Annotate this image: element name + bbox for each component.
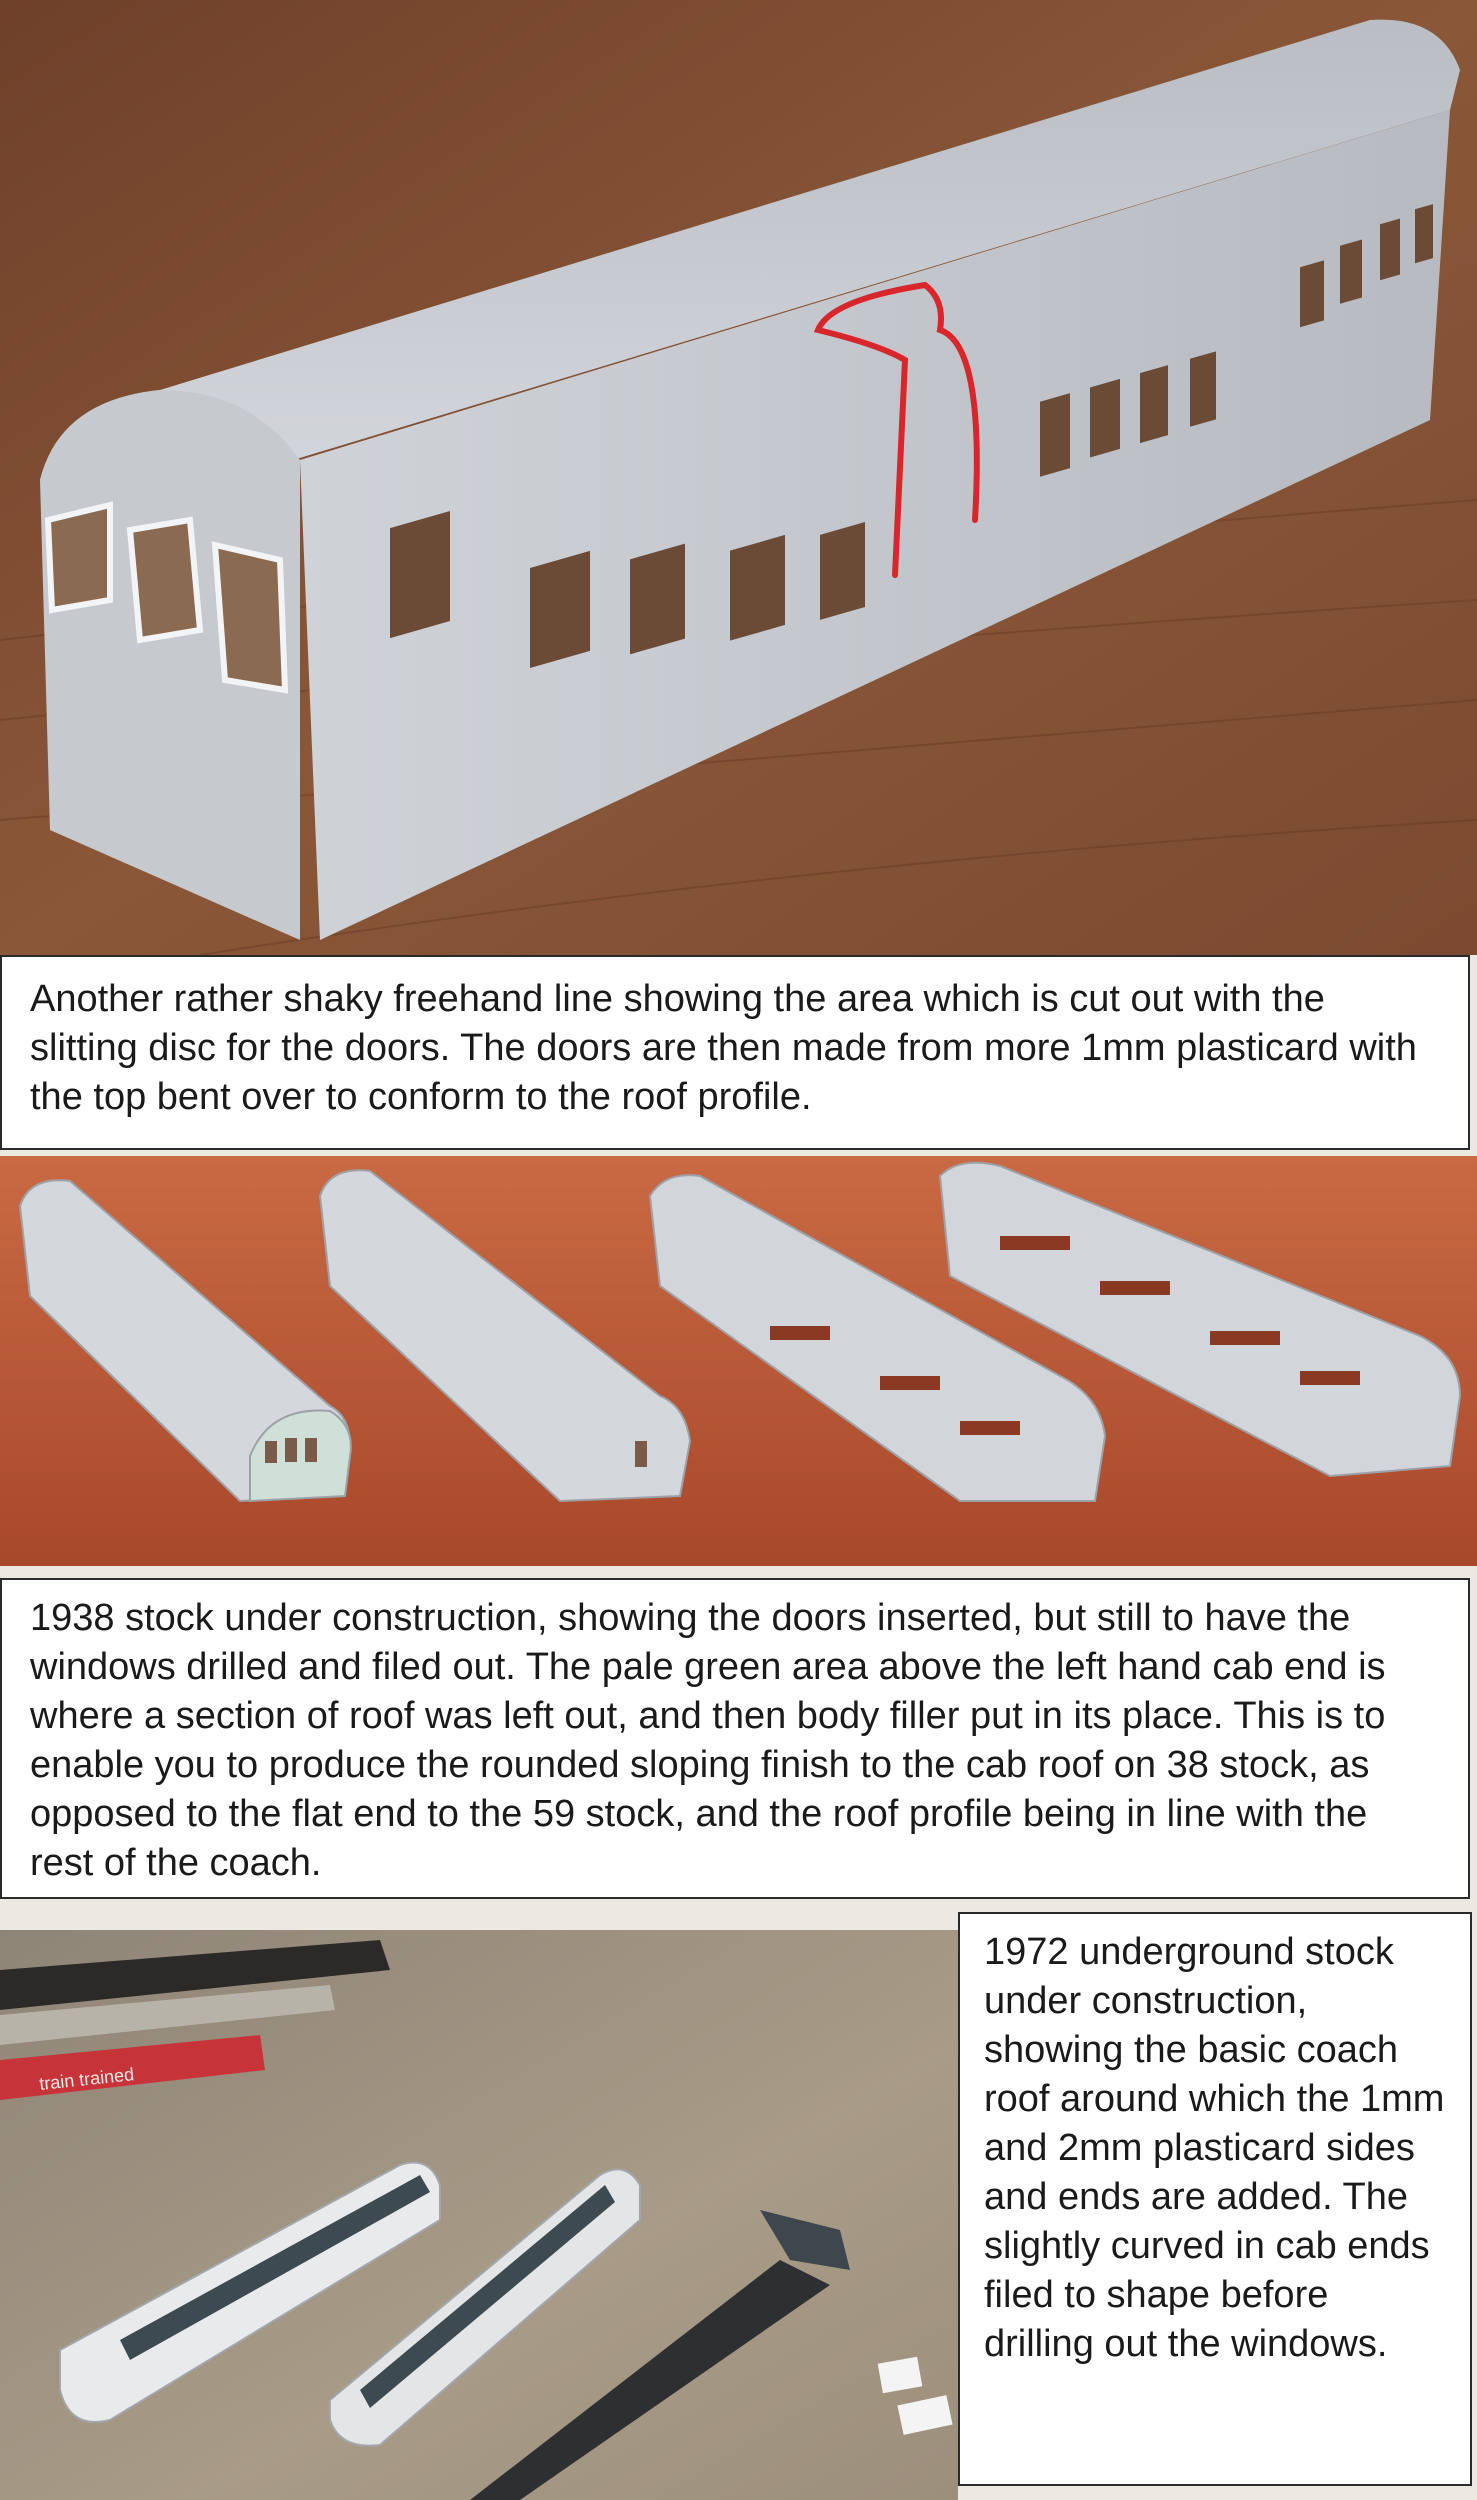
caption-doors-cut: Another rather shaky freehand line showing the area which is cut out with the slitting disc for the doors. The doors are then made from more 1mm plasticard with the top bent over to conform to the roof profile. — [0, 955, 1470, 1150]
caption-1972-stock: 1972 underground stock under construction, showing the basic coach roof around which the 1mm and 2mm plasticard sides and ends are added. The slightly curved in cab ends filed to shape before drilling out the windows. — [958, 1912, 1472, 2486]
photo-1938-stock-coaches — [0, 1156, 1477, 1566]
photo-coach-door-outline — [0, 0, 1477, 955]
photo-1972-stock-construction — [0, 1930, 958, 2500]
ruler-label: train trained — [38, 2064, 135, 2094]
caption-1938-stock: 1938 stock under construction, showing the doors inserted, but still to have the windows drilled and filed out. The pale green area above the left hand cab end is where a section of roof was left out, and then body filler put in its place. This is to enable you to produce the rounded sloping finish to the cab roof on 38 stock, as opposed to the flat end to the 59 stock, and the roof profile being in line with the rest of the coach. — [0, 1578, 1470, 1899]
